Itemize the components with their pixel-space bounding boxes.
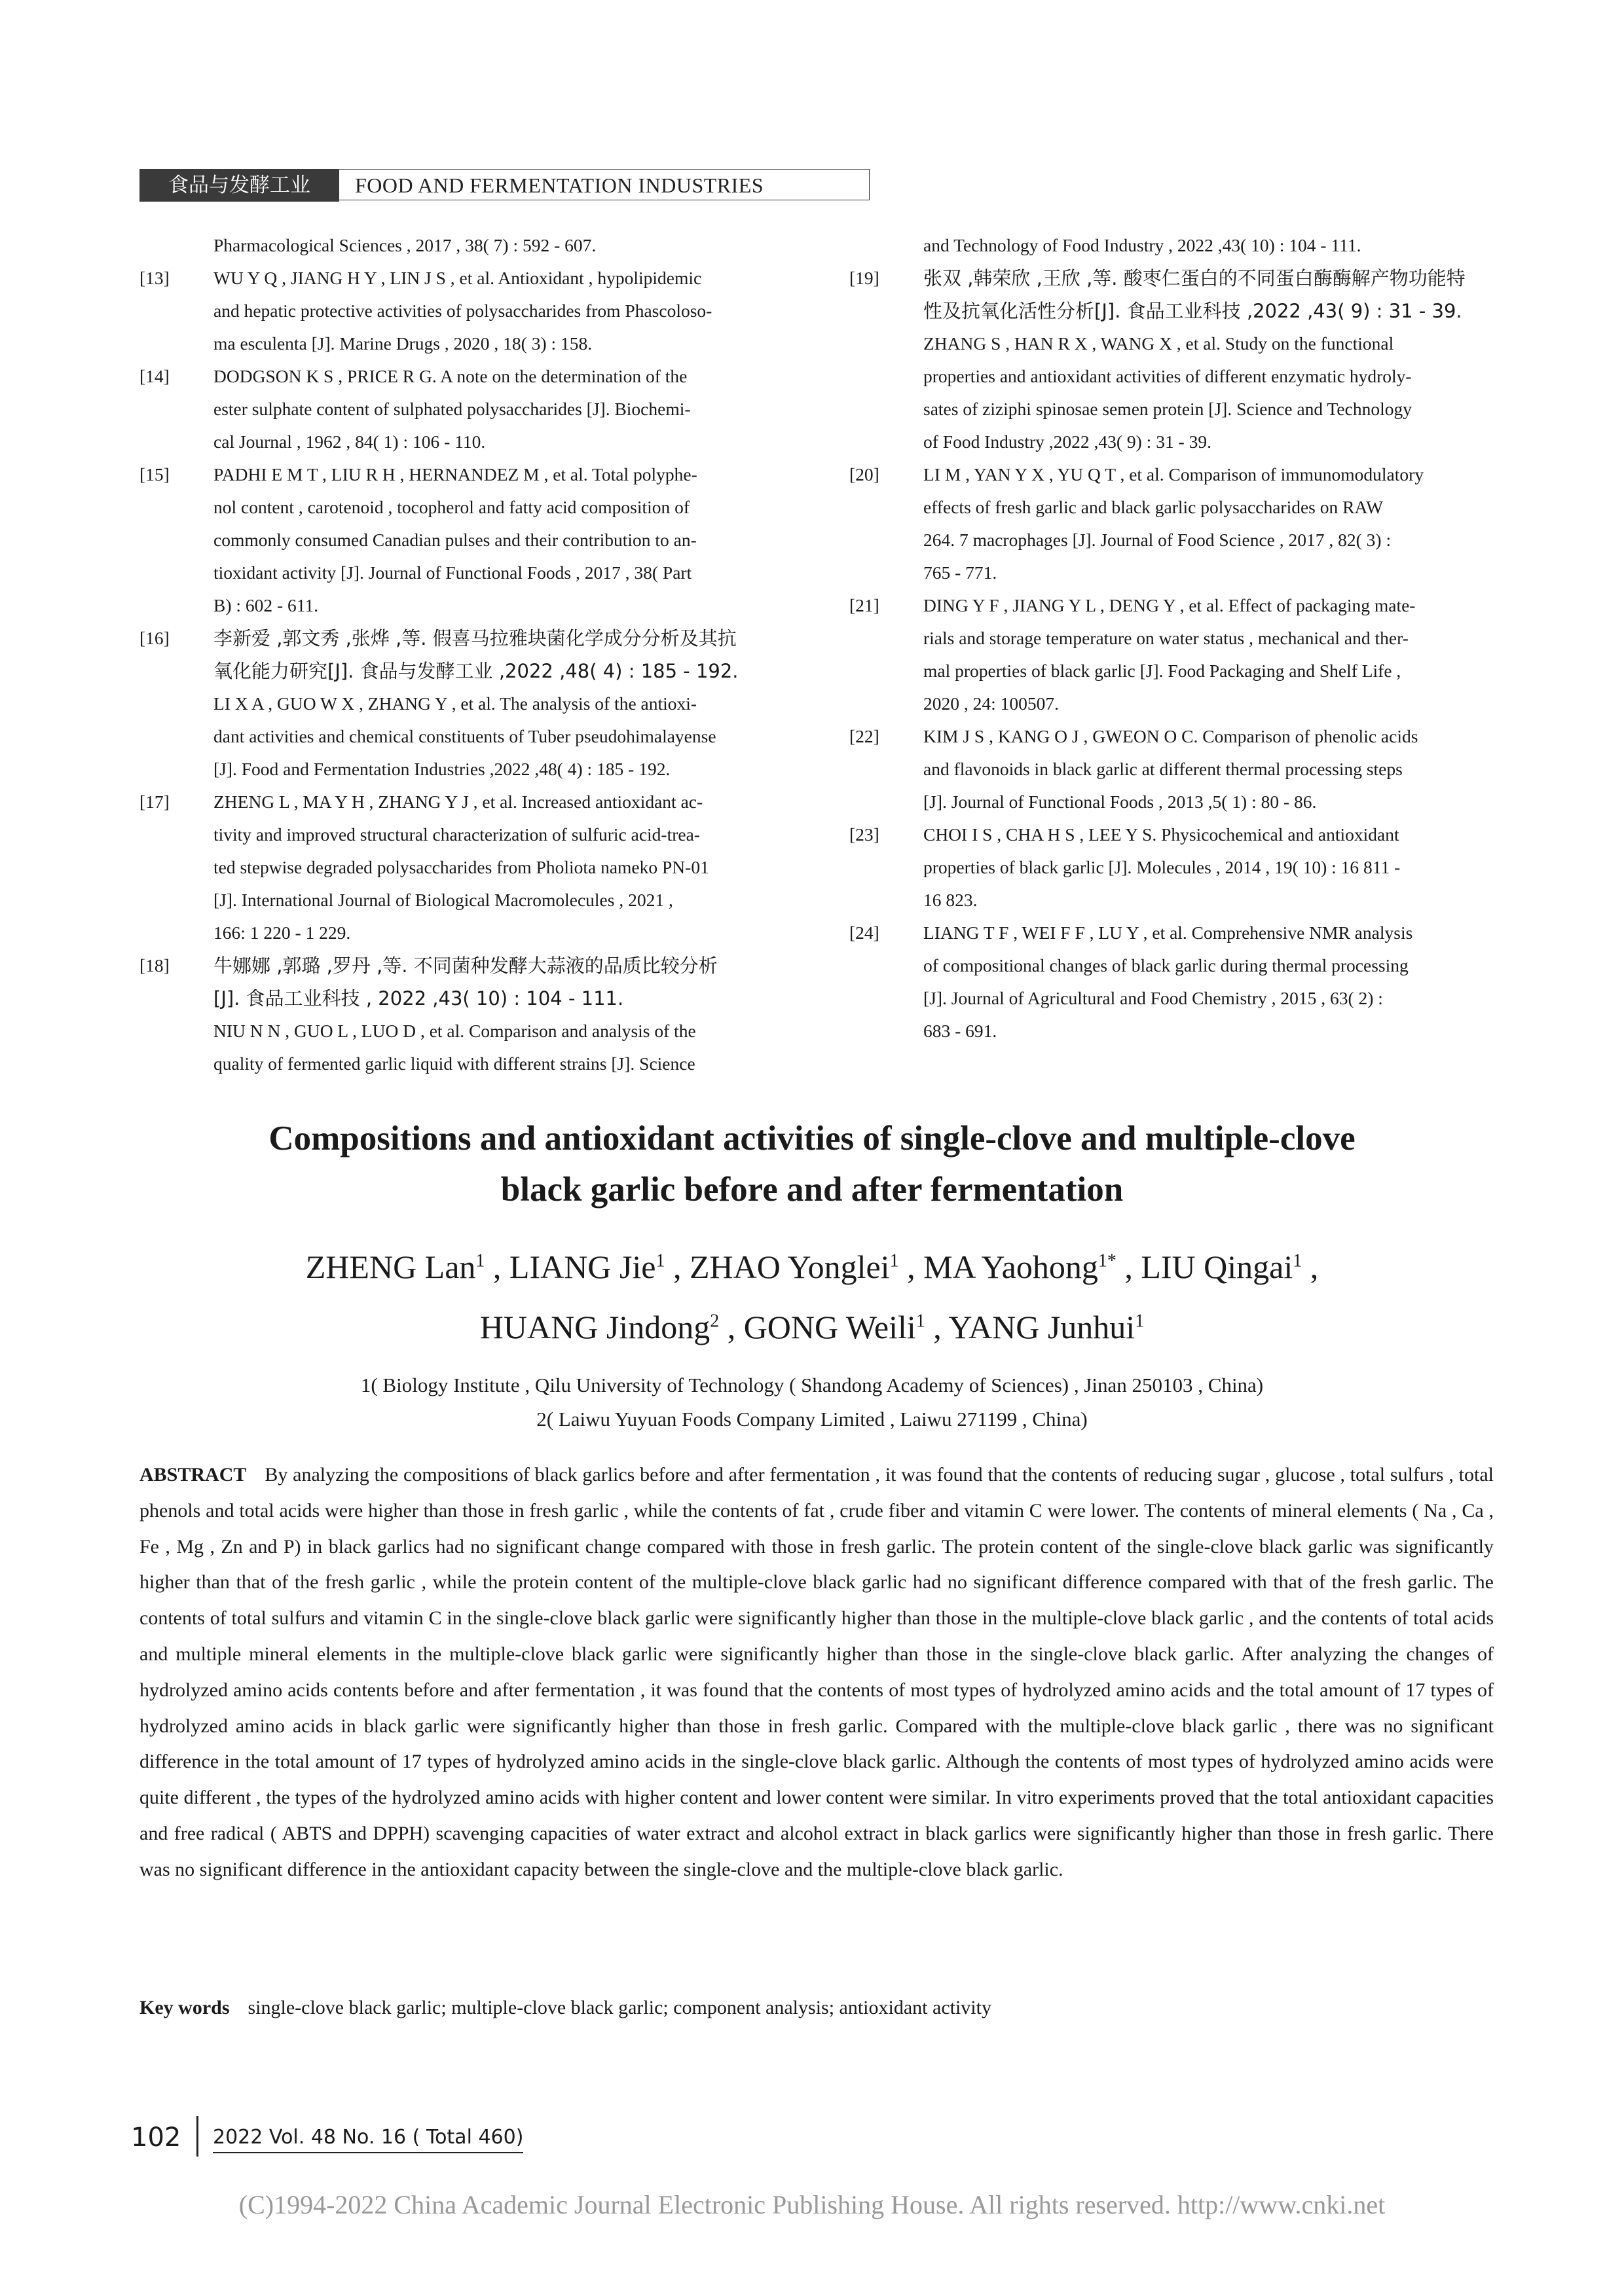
author — [480, 1309, 735, 1345]
reference-number: [13] — [139, 268, 170, 288]
author-line — [131, 1233, 1493, 1294]
author-name: LIU Qingai — [1141, 1248, 1293, 1285]
journal-name-cn: 食品与发酵工业 — [139, 169, 339, 202]
author-affiliation-marker: 2 — [710, 1311, 720, 1332]
reference-line: [J]. 食品工业科技 , 2022 ,43( 10) : 104 - 111. — [213, 987, 624, 1010]
reference-line: KIM J S , KANG O J , GWEON O C. Comparison of phenolic acids — [923, 726, 1418, 746]
reference-number: [14] — [139, 366, 170, 386]
reference-number: [22] — [849, 726, 879, 746]
author-name: GONG Weili — [743, 1309, 916, 1346]
reference-line: properties of black garlic [J]. Molecules , 2014 , 19( 10) : 16 811 - — [923, 857, 1401, 877]
references-left-column — [139, 229, 784, 1080]
abstract-text: By analyzing the compositions of black garlics before and after fermentation , it was found that the contents of reducing sugar , glucose , total sulfurs , total phenols and total acids were higher than those in fresh garlic , while the contents of fat , crude fiber and vitamin C were lower. The contents of mineral elements ( Na , Ca , Fe , Mg , Zn and P) in black garlics had no significant change compared with those in fresh garlic. The protein content of the single-clove black garlic was significantly higher than that of the fresh garlic , while the protein content of the multiple-clove black garlic had no significant difference compared with that of the fresh garlic. The contents of total sulfurs and vitamin C in the single-clove black garlic were significantly higher than those in the multiple-clove black garlic , and the contents of total acids and multiple mineral elements in the multiple-clove black garlic were significantly higher than those in the single-clove black garlic. After analyzing the changes of hydrolyzed amino acids contents before and after fermentation , it was found that the contents of most types of hydrolyzed amino acids and the total amount of 17 types of hydrolyzed amino acids in black garlic were significantly higher than those in fresh garlic. Compared with the multiple-clove black garlic , there was no significant difference in the total amount of 17 types of hydrolyzed amino acids in the single-clove black garlic. Although the contents of most types of hydrolyzed amino acids were quite different , the types of the hydrolyzed amino acids with higher content and lower content were similar. In vitro experiments proved that the total antioxidant capacities and free radical ( ABTS and DPPH) scavenging capacities of water extract and alcohol extract in black garlics were significantly higher than those in fresh garlic. There was no significant difference in the antioxidant capacity between the single-clove and the multiple-clove black garlic. — [139, 1464, 1494, 1880]
keywords — [139, 1990, 1494, 2026]
reference-line: 性及抗氧化活性分析[J]. 食品工业科技 ,2022 ,43( 9) : 31 - 39. — [923, 300, 1462, 322]
author-name: ZHAO Yonglei — [689, 1248, 890, 1285]
author-name: HUANG Jindong — [479, 1309, 710, 1346]
reference-number: [24] — [849, 922, 879, 943]
reference-line: [J]. Journal of Functional Foods , 2013 ,5( 1) : 80 - 86. — [923, 792, 1317, 812]
author-name: ZHENG Lan — [305, 1248, 476, 1285]
author — [690, 1248, 915, 1285]
author-line — [131, 1294, 1493, 1355]
reference-line: 李新爱 ,郭文秀 ,张烨 ,等. 假喜马拉雅块菌化学成分分析及其抗 — [213, 627, 737, 649]
reference-item — [139, 360, 784, 458]
reference-line: tivity and improved structural characterization of sulfuric acid-trea- — [213, 824, 700, 845]
reference-item — [849, 917, 1494, 1048]
author-list — [131, 1233, 1493, 1355]
author-affiliation-marker: 1* — [1098, 1250, 1116, 1271]
author — [509, 1248, 682, 1285]
reference-number: [17] — [139, 792, 170, 812]
author-separator: , — [719, 1309, 736, 1346]
reference-number: [23] — [849, 824, 879, 845]
reference-item — [139, 229, 784, 262]
affiliations — [131, 1368, 1493, 1436]
reference-line: Pharmacological Sciences , 2017 , 38( 7) : 592 - 607. — [213, 235, 597, 255]
reference-item — [139, 786, 784, 949]
reference-line: 264. 7 macrophages [J]. Journal of Food Science , 2017 , 82( 3) : — [923, 530, 1392, 550]
reference-line: commonly consumed Canadian pulses and their contribution to an- — [213, 530, 697, 550]
author — [1141, 1248, 1318, 1285]
author — [744, 1309, 942, 1345]
author-affiliation-marker: 1 — [889, 1250, 899, 1271]
author-separator: , — [485, 1248, 502, 1285]
reference-line: effects of fresh garlic and black garlic polysaccharides on RAW — [923, 497, 1384, 517]
reference-item — [849, 229, 1494, 262]
reference-item — [849, 262, 1494, 458]
reference-line: ZHENG L , MA Y H , ZHANG Y J , et al. Increased antioxidant ac- — [213, 792, 703, 812]
journal-name-en: FOOD AND FERMENTATION INDUSTRIES — [339, 169, 870, 200]
reference-line: WU Y Q , JIANG H Y , LIN J S , et al. Antioxidant , hypolipidemic — [213, 268, 702, 288]
reference-line: sates of ziziphi spinosae semen protein [J]. Science and Technology — [923, 399, 1412, 419]
author-separator: , — [925, 1309, 942, 1346]
reference-line: rials and storage temperature on water status , mechanical and ther- — [923, 628, 1409, 648]
reference-line: NIU N N , GUO L , LUO D , et al. Comparison and analysis of the — [213, 1021, 696, 1041]
reference-line: properties and antioxidant activities of different enzymatic hydroly- — [923, 366, 1412, 386]
keywords-label: Key words — [139, 1997, 230, 2018]
reference-line: mal properties of black garlic [J]. Food Packaging and Shelf Life , — [923, 661, 1401, 681]
abstract — [139, 1457, 1494, 1888]
reference-line: LIANG T F , WEI F F , LU Y , et al. Comprehensive NMR analysis — [923, 922, 1413, 943]
author-separator: , — [1116, 1248, 1133, 1285]
author-affiliation-marker: 1 — [655, 1250, 665, 1271]
reference-line: DING Y F , JIANG Y L , DENG Y , et al. Effect of packaging mate- — [923, 595, 1416, 615]
reference-item — [139, 949, 784, 1080]
reference-line: [J]. Food and Fermentation Industries ,2022 ,48( 4) : 185 - 192. — [213, 759, 671, 779]
reference-line: cal Journal , 1962 , 84( 1) : 106 - 110. — [213, 431, 486, 452]
reference-number: [15] — [139, 464, 170, 484]
reference-line: 牛娜娜 ,郭璐 ,罗丹 ,等. 不同菌种发酵大蒜液的品质比较分析 — [213, 955, 718, 977]
author-affiliation-marker: 1 — [1293, 1250, 1302, 1271]
author-affiliation-marker: 1 — [915, 1311, 925, 1332]
reference-item — [849, 458, 1494, 589]
reference-line: DODGSON K S , PRICE R G. A note on the determination of the — [213, 366, 688, 386]
reference-item — [139, 622, 784, 786]
author-separator: , — [1302, 1248, 1319, 1285]
reference-item — [849, 720, 1494, 818]
keywords-text: single-clove black garlic; multiple-clove black garlic; component analysis; antioxidant activity — [248, 1997, 991, 2018]
article-title-line-1: Compositions and antioxidant activities of single-clove and multiple-clove — [268, 1120, 1356, 1157]
reference-line: [J]. International Journal of Biological Macromolecules , 2021 , — [213, 890, 673, 910]
running-head — [139, 169, 764, 202]
reference-line: CHOI I S , CHA H S , LEE Y S. Physicochemical and antioxidant — [923, 824, 1399, 845]
references-right-column — [849, 229, 1494, 1048]
affiliation-2: 2( Laiwu Yuyuan Foods Company Limited , Laiwu 271199 , China) — [536, 1408, 1088, 1430]
reference-line: ZHANG S , HAN R X , WANG X , et al. Study on the functional — [923, 333, 1394, 354]
reference-line: tioxidant activity [J]. Journal of Functional Foods , 2017 , 38( Part — [213, 562, 692, 583]
reference-line: ted stepwise degraded polysaccharides from Pholiota nameko PN-01 — [213, 857, 709, 877]
reference-line: 2020 , 24: 100507. — [923, 693, 1060, 714]
author-affiliation-marker: 1 — [475, 1250, 485, 1271]
author-name: LIANG Jie — [509, 1248, 656, 1285]
reference-number: [20] — [849, 464, 879, 484]
reference-line: of compositional changes of black garlic during thermal processing — [923, 955, 1409, 975]
reference-line: 张双 ,韩荣欣 ,王欣 ,等. 酸枣仁蛋白的不同蛋白酶酶解产物功能特 — [923, 267, 1466, 289]
author-affiliation-marker: 1 — [1135, 1311, 1145, 1332]
reference-line: PADHI E M T , LIU R H , HERNANDEZ M , et al. Total polyphe- — [213, 464, 697, 484]
reference-line: and hepatic protective activities of polysaccharides from Phascoloso- — [213, 301, 712, 321]
reference-number: [16] — [139, 628, 170, 648]
reference-item — [849, 818, 1494, 917]
abstract-label: ABSTRACT — [139, 1464, 247, 1485]
copyright-watermark: (C)1994-2022 China Academic Journal Electronic Publishing House. All rights reserved. http://www.cnki.net — [238, 2190, 1386, 2219]
reference-line: LI X A , GUO W X , ZHANG Y , et al. The analysis of the antioxi- — [213, 693, 697, 714]
reference-line: B) : 602 - 611. — [213, 595, 319, 615]
reference-number: [21] — [849, 595, 879, 615]
author — [923, 1248, 1133, 1285]
article-title-line-2: black garlic before and after fermentation — [500, 1171, 1124, 1209]
author-separator: , — [898, 1248, 915, 1285]
reference-line: ester sulphate content of sulphated polysaccharides [J]. Biochemi- — [213, 399, 691, 419]
author-name: MA Yaohong — [923, 1248, 1098, 1285]
affiliation-1: 1( Biology Institute , Qilu University of Technology ( Shandong Academy of Sciences) , Jinan 250103 , China) — [360, 1374, 1264, 1396]
reference-line: 166: 1 220 - 1 229. — [213, 922, 351, 943]
reference-item — [139, 458, 784, 622]
reference-line: 氧化能力研究[J]. 食品与发酵工业 ,2022 ,48( 4) : 185 - 192. — [213, 660, 739, 682]
reference-line: 683 - 691. — [923, 1021, 997, 1041]
footer-divider — [196, 2116, 198, 2157]
author — [306, 1248, 502, 1285]
reference-item — [849, 589, 1494, 720]
issue-info: 2022 Vol. 48 No. 16 ( Total 460) — [213, 2123, 523, 2153]
reference-line: [J]. Journal of Agricultural and Food Chemistry , 2015 , 63( 2) : — [923, 988, 1383, 1008]
reference-number: [19] — [849, 268, 879, 288]
reference-line: LI M , YAN Y X , YU Q T , et al. Comparison of immunomodulatory — [923, 464, 1424, 484]
reference-line: ma esculenta [J]. Marine Drugs , 2020 , 18( 3) : 158. — [213, 333, 593, 354]
author-name: YANG Junhui — [948, 1309, 1135, 1346]
reference-line: 765 - 771. — [923, 562, 997, 583]
reference-item — [139, 262, 784, 360]
author-separator: , — [665, 1248, 682, 1285]
reference-number: [18] — [139, 955, 170, 975]
page-number: 102 — [131, 2123, 181, 2153]
article-title — [131, 1113, 1493, 1215]
reference-line: 16 823. — [923, 890, 978, 910]
reference-line: quality of fermented garlic liquid with different strains [J]. Science — [213, 1053, 695, 1074]
reference-line: and Technology of Food Industry , 2022 ,43( 10) : 104 - 111. — [923, 235, 1361, 255]
reference-line: nol content , carotenoid , tocopherol and fatty acid composition of — [213, 497, 690, 517]
author — [948, 1309, 1144, 1345]
reference-line: and flavonoids in black garlic at different thermal processing steps — [923, 759, 1403, 779]
reference-line: of Food Industry ,2022 ,43( 9) : 31 - 39. — [923, 431, 1211, 452]
reference-line: dant activities and chemical constituents of Tuber pseudohimalayense — [213, 726, 716, 746]
